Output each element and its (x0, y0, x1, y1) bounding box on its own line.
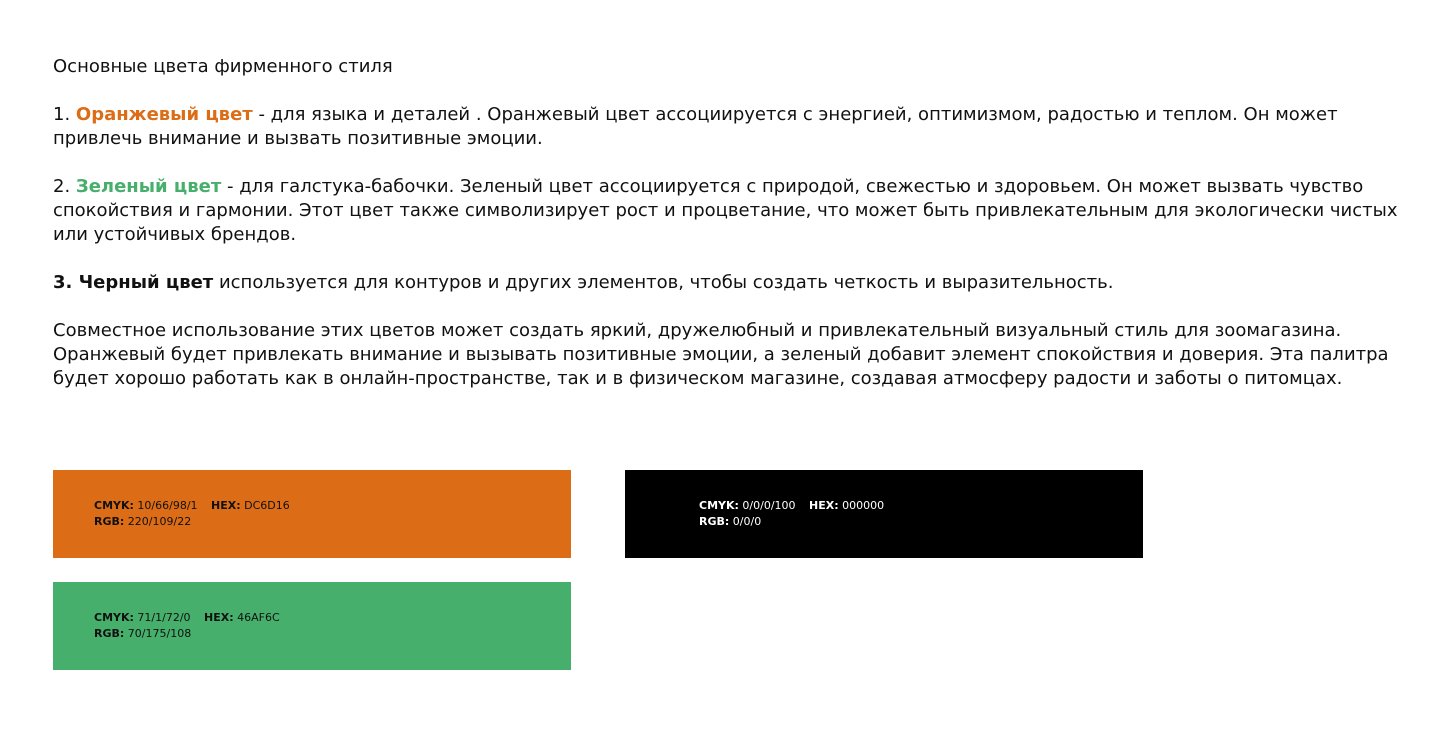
cmyk-value: 0/0/0/100 (742, 499, 796, 512)
green-swatch-codes (94, 610, 280, 642)
hex-value: DC6D16 (244, 499, 290, 512)
hex-value: 000000 (842, 499, 885, 512)
black-color-text: используется для контуров и других элементов, чтобы создать четкость и выразительность. (213, 272, 1114, 293)
conclusion-paragraph: Совместное использование этих цветов может создать яркий, дружелюбный и привлекательный визуальный стиль для зоомагазина. Оранжевый будет привлекать внимание и вызывать позитивные эмоции, а зеленый добавит элемент спокойствия и доверия. Эта палитра будет хорошо работать как в онлайн-пространстве, так и в физическом магазине, создавая атмосферу радости и заботы о питомцах. (53, 320, 1389, 389)
green-swatch (53, 582, 571, 670)
green-color-title: Зеленый цвет (75, 176, 222, 197)
item-number: 2. (53, 176, 76, 197)
orange-swatch-line-1 (94, 498, 290, 514)
cmyk-value: 71/1/72/0 (137, 611, 191, 624)
black-swatch (625, 470, 1143, 558)
cmyk-label: CMYK: (94, 611, 134, 624)
hex-label: HEX: (204, 611, 234, 624)
green-swatch-line-2 (94, 626, 280, 642)
cmyk-label: CMYK: (94, 499, 134, 512)
orange-color-paragraph (53, 103, 1413, 151)
rgb-label: RGB: (94, 627, 125, 640)
item-number: 1. (53, 104, 76, 125)
hex-value: 46AF6C (237, 611, 280, 624)
cmyk-label: CMYK: (699, 499, 739, 512)
rgb-value: 0/0/0 (732, 515, 762, 528)
black-color-title: 3. Черный цвет (53, 272, 214, 293)
green-color-paragraph (53, 175, 1413, 247)
orange-swatch-codes (94, 498, 290, 530)
green-swatch-line-1 (94, 610, 280, 626)
cmyk-value: 10/66/98/1 (137, 499, 198, 512)
rgb-label: RGB: (699, 515, 730, 528)
rgb-label: RGB: (94, 515, 125, 528)
orange-color-title: Оранжевый цвет (75, 104, 253, 125)
black-swatch-line-2 (699, 514, 884, 530)
hex-label: HEX: (211, 499, 241, 512)
black-swatch-codes (699, 498, 884, 530)
black-swatch-line-1 (699, 498, 884, 514)
black-color-paragraph (53, 271, 1413, 295)
orange-color-text: - для языка и деталей . Оранжевый цвет ассоциируется с энергией, оптимизмом, радостью и теплом. Он может привлечь внимание и вызвать позитивные эмоции. (53, 104, 1338, 149)
orange-swatch-line-2 (94, 514, 290, 530)
orange-swatch (53, 470, 571, 558)
rgb-value: 70/175/108 (127, 627, 192, 640)
rgb-value: 220/109/22 (127, 515, 192, 528)
green-color-text: - для галстука-бабочки. Зеленый цвет ассоциируется с природой, свежестью и здоровьем. Он может вызвать чувство спокойствия и гармонии. Этот цвет также символизирует рост и процветание, что может быть привлекательным для экологически чистых или устойчивых брендов. (53, 176, 1398, 245)
page-title: Основные цвета фирменного стиля (53, 56, 393, 77)
brand-colors-description (53, 55, 1413, 391)
hex-label: HEX: (809, 499, 839, 512)
